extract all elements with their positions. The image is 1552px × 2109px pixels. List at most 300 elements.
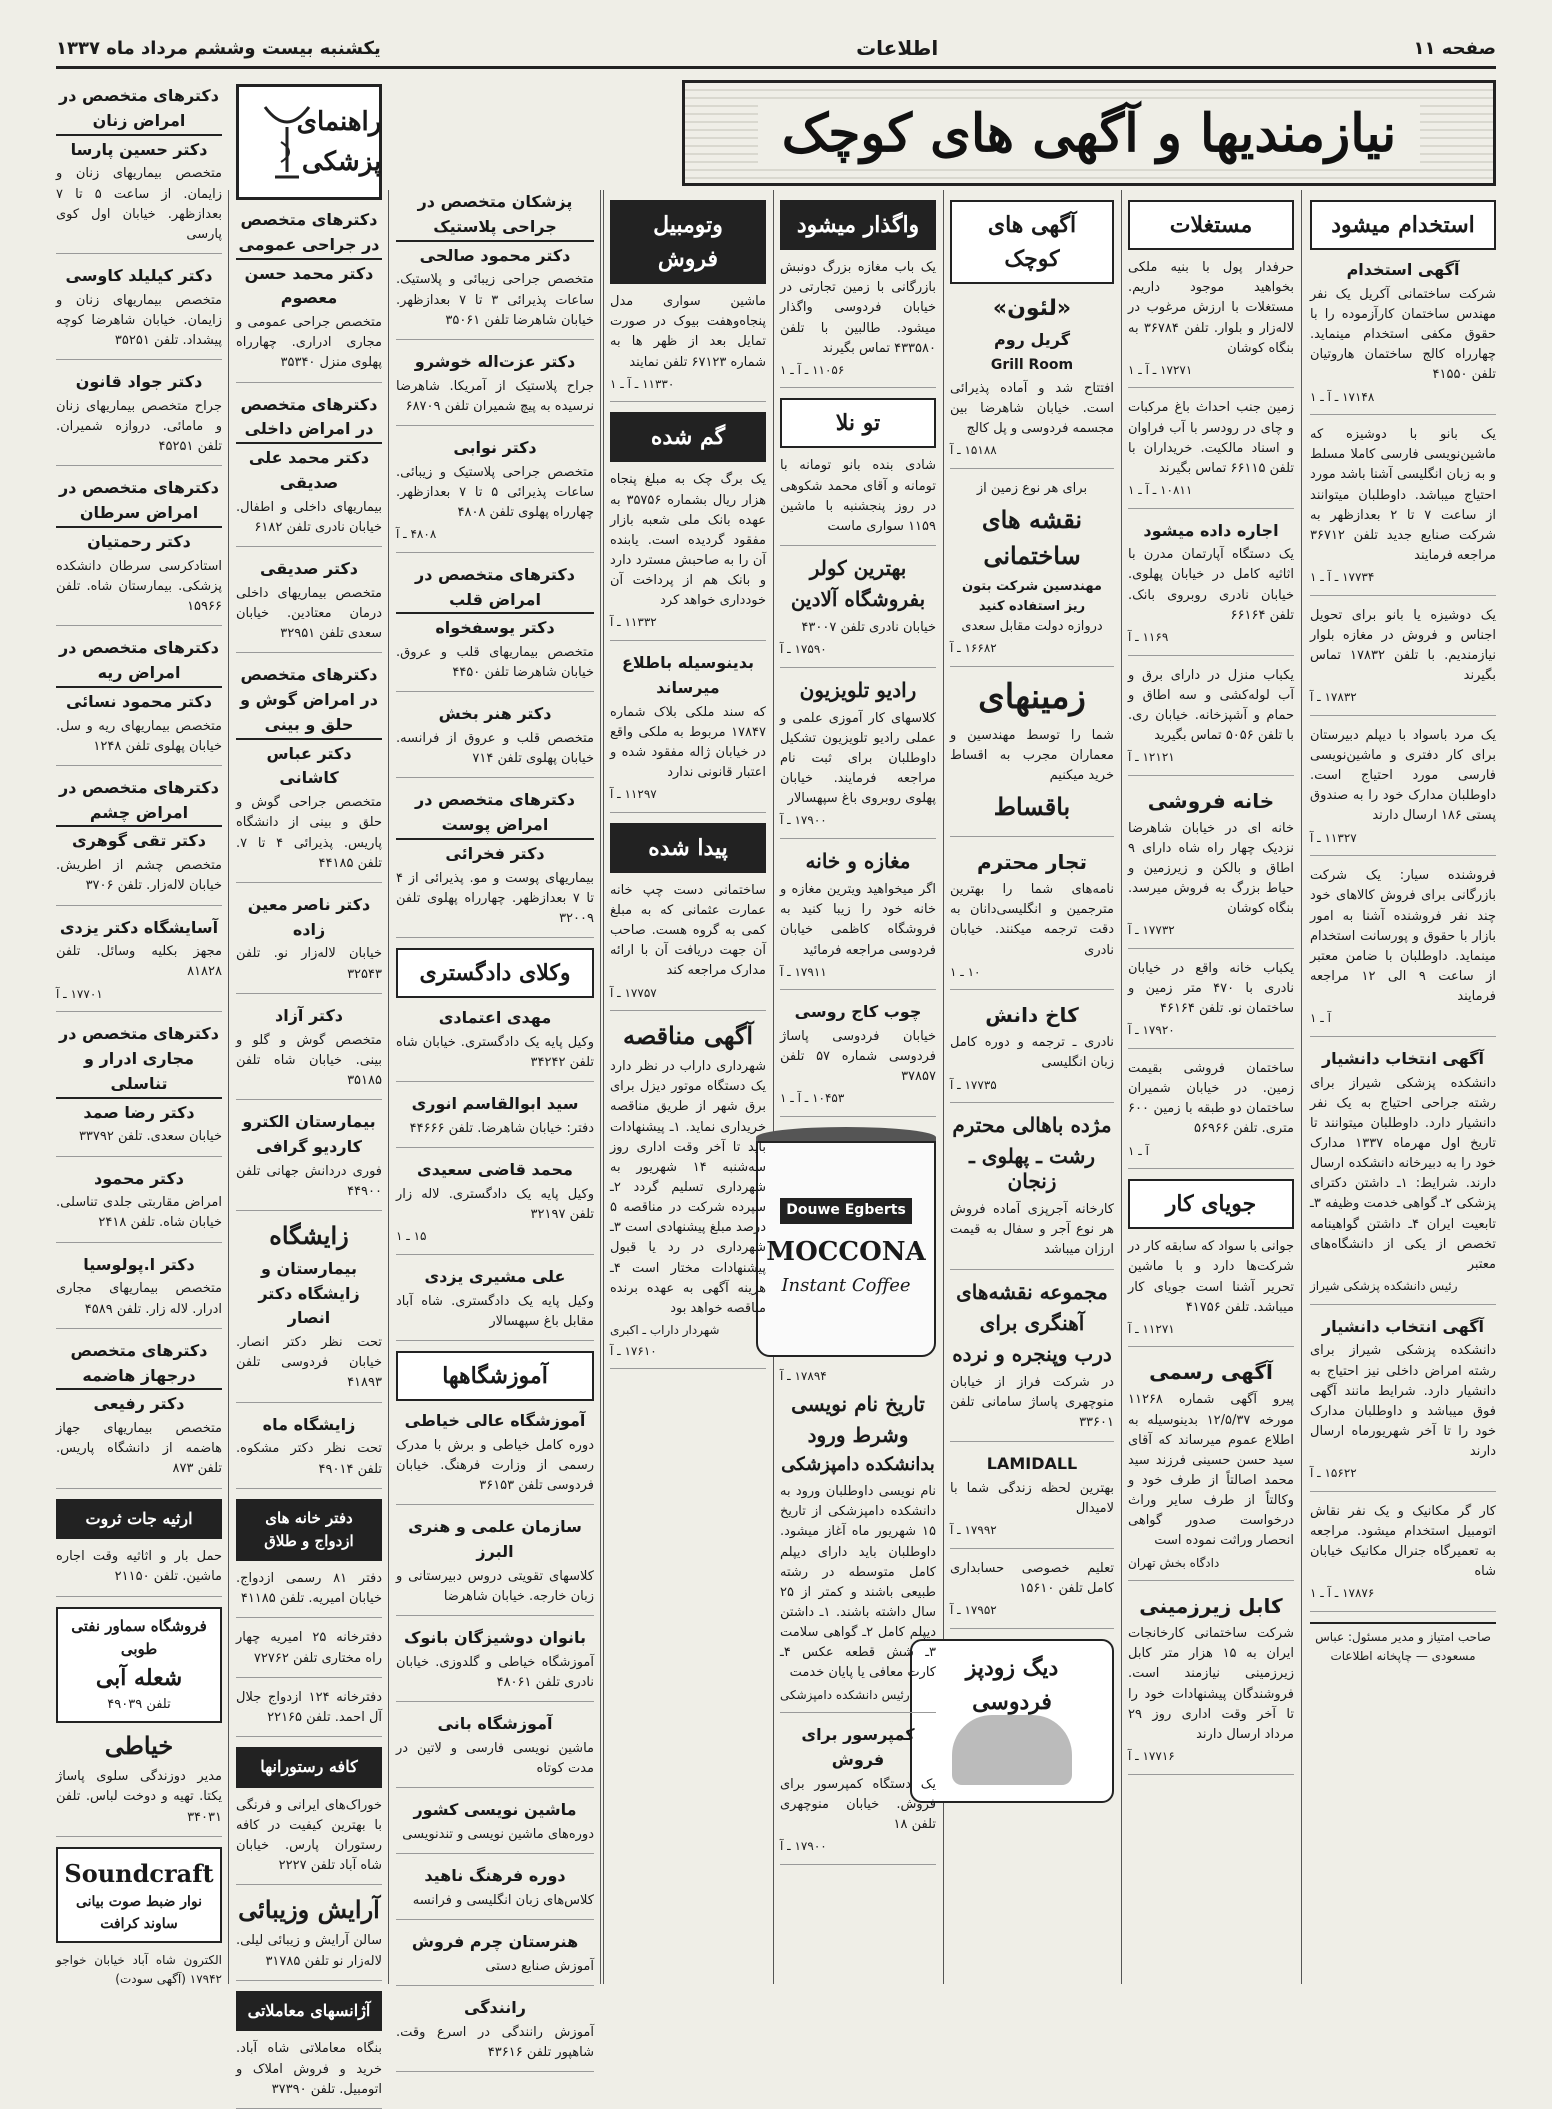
ad-body: امراض مقاربتی جلدی تناسلی. خیابان شاه. تلفن ۲۴۱۸ xyxy=(56,1195,222,1231)
column-real-estate xyxy=(1128,190,1294,1984)
classified-ad xyxy=(56,1767,222,1836)
ad-body: پیرو آگهی شماره ۱۱۲۶۸ مورخه ۱۲/۵/۳۷ بدینوسیله به اطلاع عموم میرساند که آقای سید حسن حسینی فرزند سید محمد اصالتاً از طرف خود و وکالتاً از طرف سایر وراث درخواست صدور گواهی انحصار وراثت نموده است xyxy=(1128,1392,1294,1549)
ad-body: متخصص بیماریهای قلب و عروق. خیابان شاهرضا تلفن ۴۴۵۰ xyxy=(396,645,594,681)
ad-ref: ۱۷۹۵۲ ـ آ xyxy=(950,1602,997,1617)
classified-ad-lamidall xyxy=(950,1452,1114,1549)
ad-body: نامه‌های شما را بهترین مترجمین و انگلیسی‌دانان به دقت ترجمه میکنند. خیابان نادری xyxy=(950,882,1114,958)
ad-title: دکتر رحمتیان xyxy=(87,531,191,551)
ad-headline: تاریخ نام نویسی xyxy=(791,1391,925,1416)
ad-ref: آ ـ ۱ xyxy=(1310,1011,1331,1026)
classified-ad xyxy=(236,557,382,653)
samovar-ad xyxy=(56,1607,222,1724)
ad-body: کلاسهای کار آموزی علمی و عملی رادیو تلویزیون تشکیل داوطلبان برای ثبت نام مراجعه فرمایند. خیابان پهلوی روبروی باغ سپهسالار xyxy=(780,710,936,807)
ad-body: وکیل پایه یک دادگستری. خیابان شاه تلفن ۳۴۲۴۲ xyxy=(396,1035,594,1071)
ad-body: جراح پلاستیک از آمریکا. شاهرضا نرسیده به پیچ شمیران تلفن ۶۸۷۰۹ xyxy=(396,378,594,414)
ad-body: متخصص جراحی گوش و حلق و بینی از دانشگاه پاریس. پذیرائی ۴ تا ۷. تلفن ۴۴۱۸۵ xyxy=(236,795,383,871)
ad-body: مدیر دوزندگی سلوی پاساژ یکتا. تهیه و دوخت لباس. تلفن ۳۴۰۳۱ xyxy=(56,1769,222,1825)
classified-ad-plans xyxy=(950,479,1114,667)
ad-body: کلاس‌های زبان انگلیسی و فرانسه xyxy=(412,1893,594,1909)
classified-ad-land xyxy=(950,677,1114,837)
ad-body: ساختمان فروشی بقیمت زمین. در خیابان شمیران ساختمان دو طبقه با زمین ۶۰۰ متری. تلفن ۵۶۹۶۶ xyxy=(1128,1060,1294,1137)
ad-body: متخصص بیماریهای ریه و سل. خیابان پهلوی تلفن ۱۲۴۸ xyxy=(56,718,222,754)
section-head-transfer: واگذار میشود xyxy=(780,200,936,250)
ad-headline: مجموعه نقشه‌های xyxy=(956,1279,1108,1304)
ad-body: متخصص بیماریهای مجاری ادرار. لاله زار. تلفن ۴۵۸۹ xyxy=(56,1281,222,1317)
ad-body: مهندسین شرکت بتون ریز استفاده کنید xyxy=(962,578,1102,615)
classified-ad xyxy=(56,370,222,466)
column-rule xyxy=(388,190,389,1984)
ad-body: یک بانو با دوشیزه که ماشین‌نویسی فارسی کاملا مسلط و به زبان انگلیسی آشنا باشد مورد احتیاج میباشد. داوطلبان میتوانند از ساعت ۷ تا ۲ بعدازظهر به شرکت صنایع جدید تلفن ۳۶۷۱۲ مراجعه فرمایند xyxy=(1310,427,1497,564)
ad-body: وکیل پایه یک دادگستری. شاه آباد مقابل باغ سپهسالار xyxy=(396,1293,594,1329)
classified-ad xyxy=(1128,1179,1294,1347)
ad-body: آموزش رانندگی در اسرع وقت. شاهپور تلفن ۴۳۶۱۶ xyxy=(396,2025,594,2061)
ad-body: یک باب مغازه بزرگ دونبش بازرگانی با زمین تجارتی در خیابان فردوسی واگذار میشود. طالبین با تلفن ۴۳۳۵۸۰ تماس بگیرند xyxy=(780,260,936,356)
section-head-tailoring: خیاطی xyxy=(104,1731,174,1761)
classified-ad xyxy=(236,1110,382,1211)
ad-title: کاخ دانش xyxy=(985,1003,1079,1028)
classified-ad xyxy=(780,1723,936,1865)
ad-title: آگهی رسمی xyxy=(1149,1360,1273,1385)
classified-ad xyxy=(1310,1502,1496,1612)
classified-ad xyxy=(1310,258,1496,415)
ad-ref: ۱۱۳۲۷ ـ آ xyxy=(1310,830,1357,845)
classified-ad xyxy=(236,1569,382,1618)
ad-body: مجهز بکلیه وسائل. تلفن ۸۱۸۲۸ xyxy=(56,944,222,980)
medical-guide-title: راهنمای پزشکی xyxy=(296,106,382,177)
section-head-lawyers: وکلای دادگستری xyxy=(396,948,594,998)
soundcraft-logo: Soundcraft xyxy=(64,1858,214,1888)
ad-ref: ۱۱۲۹۷ ـ آ xyxy=(610,787,657,802)
ad-ref: ۱۱۳۳۰ ـ آ ـ ۱ xyxy=(610,376,675,391)
classified-ad xyxy=(1128,959,1294,1049)
soundcraft-tagline: نوار ضبط صوت بیانی ساوند کرافت xyxy=(75,1893,203,1932)
section-head-eye: دکترهای متخصص در امراض چشم xyxy=(56,776,222,828)
ad-title: دکتر عزت‌اله خوشرو xyxy=(414,351,576,371)
ad-title: دکتر محمود صالحی xyxy=(419,245,571,265)
ad-title: رانندگی xyxy=(464,1998,526,2018)
ad-body: سالن آرایش و زیبائی لیلی. لاله‌زار نو تلفن ۳۱۷۸۵ xyxy=(236,1933,382,1969)
ad-body: متخصص جراحی پلاستیک و زیبائی. ساعات پذیرائی ۵ تا ۷ بعدازظهر. چهارراه پهلوی تلفن ۴۸۰۸ xyxy=(396,464,595,520)
ad-ref: ۱۷۵۹۰ ـ آ xyxy=(780,642,827,657)
ad-title: دکتر محمود xyxy=(94,1168,184,1188)
ad-title: دکتر نوابی xyxy=(453,437,537,457)
section-head-digestive: دکترهای متخصص درجهاز هاضمه xyxy=(56,1339,222,1391)
ad-headline: بفروشگاه آلادین xyxy=(790,587,926,612)
publisher-note: صاحب امتیاز و مدیر مسئول: عباس مسعودی — چاپخانه اطلاعات xyxy=(1310,1622,1496,1665)
ad-body: شادی بنده بانو تومانه با تومانه و آقای محمد شکوهی در روز پنجشنبه با ماشین ۱۱۵۹ سواری ماست xyxy=(780,458,936,534)
classified-ad xyxy=(950,1559,1114,1629)
ad-ref: رئیس دانشکده دامپزشکی xyxy=(780,1687,910,1702)
ad-body: کار گر مکانیک و یک نفر نقاش اتومبیل استخدام میشود. مراجعه به تعمیرگاه جنرال مکانیک خیابان شاه xyxy=(1310,1503,1496,1580)
ad-body: بیماریهای داخلی و اطفال. خیابان نادری تلفن ۶۱۸۲ xyxy=(236,499,382,535)
ad-body: تعلیم خصوصی حسابداری کامل تلفن ۱۵۶۱۰ xyxy=(950,1560,1114,1596)
ad-title: چوب کاج روسی xyxy=(794,1002,922,1022)
ad-body: حمل بار و اثاثیه وقت اجاره ماشین. تلفن ۲۱۱۵۰ xyxy=(56,1549,222,1585)
ad-body: ماشین سواری مدل پنجاه‌وهفت بیوک در صورت تمایل بعد از ظهر ها به شماره ۶۷۱۲۳ تلفن نمایند xyxy=(610,294,766,370)
ad-body: خانه ای در خیابان شاهرضا نزدیک چهار راه شاه دارای ۹ اطاق و بالکن و زیرزمین و حیاط بزرگ به فروش میرسد. بنگاه کوشان xyxy=(1128,820,1294,917)
ad-headline: مژده باهالی محترم xyxy=(952,1113,1112,1138)
ad-title: علی مشیری یزدی xyxy=(424,1267,566,1287)
ad-body: کارخانه آجرپزی آماده فروش هر نوع آجر و سفال به قیمت ارزان میباشد xyxy=(950,1202,1114,1258)
classified-ad xyxy=(1128,786,1294,949)
coffee-can-ad xyxy=(756,1127,936,1357)
ad-ref: آ ـ ۱ xyxy=(1128,1143,1149,1158)
section-head-urology: دکترهای متخصص در مجاری ادرار و تناسلی xyxy=(56,1022,222,1098)
classified-ad xyxy=(56,1253,222,1329)
classified-ad xyxy=(610,881,766,1011)
classified-ad-cooler xyxy=(780,556,936,668)
ad-body: کلاسهای تقویتی دروس دبیرستانی و زبان خارجه. خیابان شاهرضا xyxy=(396,1569,594,1605)
ad-body: فوری دردانش جهانی تلفن ۴۴۹۰۰ xyxy=(236,1163,382,1199)
samovar-ad-title: فروشگاه سماور نفتی طوبی xyxy=(71,1616,207,1658)
ad-ref: ۱۱۰۵۶ ـ آ ـ ۱ xyxy=(780,362,845,377)
ad-title: دکتر تقی گوهری xyxy=(72,831,206,851)
classified-ad xyxy=(396,1006,594,1082)
ad-body: متخصص جراحی زیبائی و پلاستیک. ساعات پذیرائی ۳ تا ۷ بعدازظهر. خیابان شاهرضا تلفن ۳۵۰۶۱ xyxy=(396,272,595,328)
ad-title: دکتر ا.پولوسیا xyxy=(83,1254,195,1274)
ad-body: متخصص بیماریهای جهاز هاضمه از دانشگاه پاریس. تلفن ۸۷۳ xyxy=(56,1421,222,1477)
ad-ref: ۱۷۱۴۸ ـ آ ـ ۱ xyxy=(1310,389,1375,404)
ad-title-latin: Grill Room xyxy=(990,357,1074,374)
classified-ad xyxy=(396,244,594,340)
section-head-heart: دکترهای متخصص در امراض قلب xyxy=(396,563,594,615)
ad-title: دکتر هنر بخش xyxy=(438,704,552,724)
ad-title: دکتر صدیقی xyxy=(260,559,358,579)
classified-ad xyxy=(56,264,222,360)
classified-ad xyxy=(610,651,766,813)
column-rule xyxy=(228,190,229,1984)
ad-title: سید ابوالقاسم انوری xyxy=(411,1094,579,1114)
ad-body: ساختمانی دست چپ خانه عمارت عثمانی که به مبلغ کمی به گروه هست. صاحب آن جهت دریافت آن با ارائه مدارک مراجعه کند xyxy=(610,882,766,979)
classified-ad xyxy=(236,1257,382,1403)
ad-body: یک دستگاه کمپرسور برای فروش. خیابان منوچهری تلفن ۱۸ xyxy=(780,1776,936,1833)
ad-title: گریل روم xyxy=(994,330,1070,350)
ad-headline: مغازه و خانه xyxy=(805,849,911,874)
section-head-agencies: آژانسهای معاملاتی xyxy=(236,1991,382,2032)
ad-body: دانشکده پزشکی شیراز برای رشته امراض داخلی نیز احتیاج به دانشیار دارد. شرایط مانند آگهی فوق میباشد و داوطلبان مدارک خود را تا آخر شهریورماه ارسال دارند xyxy=(1310,1343,1496,1460)
section-head-skin: دکترهای متخصص در امراض پوست xyxy=(396,788,594,840)
classified-ad xyxy=(236,1628,382,1677)
ad-body: حرفدار پول با بنیه ملکی بخواهید موجود داریم. مستغلات با ارزش مرغوب در لاله‌زار و بلوار. تلفن ۳۶۷۸۴ به بنگاه کوشان xyxy=(1128,260,1294,356)
ad-body: نام نویسی داوطلبان ورود به دانشکده دامپزشکی از تاریخ ۱۵ شهریور ماه آغاز میشود. داوطلبان باید دارای دیپلم کامل متوسطه در رشته طبیعی باشند و کمتر از ۲۵ سال داشته باشند. ۱ـ داشتن دیپلم کامل ۲ـ گواهی سلامت ۳ـ شش قطعه عکس ۴ـ کارت معافی یا پایان خدمت xyxy=(780,1484,936,1681)
ad-ref: ۱۷۹۰۰ ـ آ xyxy=(780,813,827,828)
ad-body: متخصص جراحی عمومی و مجاری ادراری. چهارراه پهلوی منزل ۳۵۳۴۰ xyxy=(236,315,382,371)
ad-title: خانه فروشی xyxy=(1147,788,1275,813)
ad-ref: ۱۵ ـ ۱ xyxy=(396,1229,427,1244)
ad-body: دروازه دولت مقابل سعدی xyxy=(961,619,1103,635)
classified-ad xyxy=(950,1000,1114,1103)
classified-ad xyxy=(950,847,1114,990)
classified-ad xyxy=(236,1004,382,1100)
ad-body: دوره‌های ماشین نویسی و تندنویسی xyxy=(402,1827,594,1843)
classified-ad xyxy=(1128,1357,1294,1581)
classified-ad xyxy=(610,292,766,402)
ad-title: دکتر حسین پارسا xyxy=(70,139,208,159)
classified-ad xyxy=(396,1864,594,1920)
classified-ad xyxy=(1128,398,1294,508)
ad-ref: ۱۷۶۱۰ ـ آ xyxy=(610,1343,657,1358)
ad-body: متخصص بیماریهای زنان و زایمان. از ساعت ۵ تا ۷ بعدازظهر. خیابان اول کوی پارسی xyxy=(56,166,223,242)
ad-ref: ۱۷۷۵۷ ـ آ xyxy=(610,985,657,1000)
ad-title: زایشگاه ماه xyxy=(262,1414,356,1434)
ad-title: دکتر جواد قانون xyxy=(75,372,203,392)
hygieia-cup-icon xyxy=(257,97,317,187)
ad-ref: ۱۷۷۳۲ ـ آ xyxy=(1128,923,1175,938)
ad-ref: ۱۷۷۳۵ ـ آ xyxy=(950,1077,997,1092)
ad-title: کمپرسور برای فروش xyxy=(801,1725,915,1769)
ad-body: تحت نظر دکتر مشکوه. تلفن ۴۹۰۱۴ xyxy=(236,1441,382,1477)
ad-title: دکتر رضا صمد xyxy=(83,1102,195,1122)
section-head-freight: ارثیه جات ثروت xyxy=(56,1499,222,1540)
classified-ad xyxy=(56,138,222,254)
classified-ad xyxy=(780,456,936,546)
classified-ad xyxy=(396,702,594,778)
section-head-maternity: زایشگاه xyxy=(269,1220,349,1250)
ad-title: اجاره داده میشود xyxy=(1143,520,1279,540)
classified-ad xyxy=(1128,1591,1294,1774)
ad-body: بیماریهای پوست و مو. پذیرائی از ۴ تا ۷ بعدازظهر. چهارراه پهلوی تلفن ۳۲۰۰۹ xyxy=(396,870,594,927)
classified-ad xyxy=(396,1265,594,1341)
ad-body: جوانی با سواد که سابقه کار در شرکت‌ها دارد و با ماشین تحریر آشنا است جویای کار میباشد. تلفن ۴۱۷۵۶ xyxy=(1128,1239,1294,1315)
classified-ad-tender xyxy=(610,1021,766,1369)
classified-ad xyxy=(780,1000,936,1117)
ad-body: تحت نظر دکتر انصار. خیابان فردوسی تلفن ۴۱۸۹۳ xyxy=(236,1335,382,1391)
ad-ref: شهردار داراب ـ اکبری xyxy=(610,1322,720,1337)
ad-body: برای هر نوع زمین از xyxy=(976,480,1088,496)
ad-title: آموزشگاه عالی خیاطی xyxy=(404,1411,586,1431)
classified-ad xyxy=(396,1158,594,1255)
ad-ref: ۱۱۲۷۱ ـ آ xyxy=(1128,1321,1175,1336)
ad-title: دوره فرهنگ ناهید xyxy=(424,1866,566,1886)
ad-title: دکتر محمد حسن معصوم xyxy=(244,263,374,308)
ad-ref: ۱۲۱۲۱ ـ آ xyxy=(1128,750,1175,765)
ad-title-latin: LAMIDALL xyxy=(986,1454,1078,1474)
classified-ad xyxy=(236,262,382,383)
ad-title: هنرستان چرم فروش xyxy=(411,1932,579,1952)
ad-headline: آگهی مناقصه xyxy=(622,1021,754,1051)
ad-body: که سند ملکی بلاک شماره ۱۷۸۴۷ مربوط به ملکی واقع در خیابان ژاله مفقود شده و اعتبار قانونی ندارد xyxy=(610,704,766,781)
classified-ad xyxy=(396,1409,594,1505)
ad-body: دفترخانه ۲۵ امیریه چهار راه مختاری تلفن ۷۲۷۶۲ xyxy=(236,1630,382,1666)
ad-title: دکتر آزاد xyxy=(275,1005,343,1025)
section-head-found: پیدا شده xyxy=(610,823,766,873)
ad-ref: ۱۰۴۵۳ ـ آ ـ ۱ xyxy=(780,1091,845,1106)
classified-ad xyxy=(396,1515,594,1616)
section-head-internal: دکترهای متخصص در امراض داخلی xyxy=(236,393,382,445)
medical-guide-box xyxy=(236,84,382,200)
ad-body: دوره کامل خیاطی و برش با مدرک رسمی از وزارت فرهنگ. خیابان فردوسی تلفن ۳۶۱۵۳ xyxy=(396,1438,594,1494)
classified-ad xyxy=(950,1280,1114,1442)
classified-ad xyxy=(1128,519,1294,656)
ad-body: یک برگ چک به مبلغ پنجاه هزار ریال بشماره ۳۵۷۵۶ به عهده بانک ملی شعبه بازار مفقود گردیده است. یابنده آن را به صاحبش مسترد دارد و بانک هم از پرداخت آن خودداری خواهد کرد xyxy=(610,472,766,609)
section-head-plastic-surgery: پزشکان متخصص در جراحی پلاستیک xyxy=(396,190,594,242)
classified-ad xyxy=(1128,666,1294,776)
section-head-birth: تو نلا xyxy=(780,398,936,448)
ad-ref: ۱۷۸۳۲ ـ آ xyxy=(1310,690,1357,705)
section-head-employment: استخدام میشود xyxy=(1310,200,1496,250)
classified-ad xyxy=(56,1547,222,1596)
ad-ref: ۱۷۹۰۰ ـ آ xyxy=(780,1839,827,1854)
ad-ref: ۱۷۹۱۱ ـ آ xyxy=(780,964,827,979)
ad-title: «لئون» xyxy=(992,296,1072,322)
ad-headline: رادیو تلویزیون xyxy=(799,677,917,702)
pressure-cooker-title xyxy=(912,1651,1112,1719)
ad-body: الکترون شاه آباد خیابان خواجو ۱۷۹۴۲ (آگهی سودت) xyxy=(56,1953,222,1986)
ad-title: بانوان دوشیزگان بانوک xyxy=(403,1628,587,1648)
ad-title: ماشین نویسی کشور xyxy=(413,1800,577,1820)
ad-title: دکتر محمود نسائی xyxy=(65,691,213,711)
ad-title: محمد قاضی سعیدی xyxy=(417,1160,573,1180)
classified-ad xyxy=(1310,1315,1496,1492)
ad-body: جراح متخصص بیماریهای زنان و مامائی. دروازه شمیران. تلفن ۴۵۲۵۱ xyxy=(56,398,222,455)
ad-ref: ۱۷۹۲۰ ـ آ xyxy=(1128,1023,1175,1038)
classified-ad xyxy=(780,258,936,388)
ad-ref: ۱۷۷۰۱ ـ آ xyxy=(56,986,103,1001)
section-head-car-sale: وتومبیل فروش xyxy=(610,200,766,284)
ad-ref: ۱۷۸۹۴ ـ آ xyxy=(780,1369,827,1384)
classified-ad xyxy=(396,842,594,938)
banner-title: نیازمندیها و آگهی های کوچک xyxy=(758,103,1421,164)
column-rule xyxy=(1121,190,1122,1984)
classified-ad xyxy=(56,829,222,905)
section-head-lost: گم شده xyxy=(610,412,766,462)
issue-date: یکشنبه بیست وششم مرداد ماه ۱۳۳۷ xyxy=(56,37,381,59)
classified-ad xyxy=(56,1101,222,1157)
section-head-gynecology: دکترهای متخصص در امراض زنان xyxy=(56,84,222,136)
ad-body: یک دوشیزه یا بانو برای تحویل اجناس و فروش در مغازه بلوار نیازمندیم. با تلفن ۱۷۸۳۲ تماس بگیرند xyxy=(1310,607,1496,684)
classified-ad xyxy=(396,1798,594,1854)
classified-ad xyxy=(610,470,766,641)
coffee-tagline: Instant Coffee xyxy=(781,1275,911,1297)
column-doctors-lawyers xyxy=(396,190,595,2061)
ad-title: آگهی انتخاب دانشیار xyxy=(1321,1316,1485,1336)
classifieds-banner xyxy=(682,80,1496,186)
ad-body: دفتر: خیابان شاهرضا. تلفن ۴۴۶۶۶ xyxy=(409,1121,594,1137)
ad-body: آموزش صنایع دستی xyxy=(485,1959,594,1975)
classified-ad xyxy=(396,1996,594,2072)
ad-body: نادری ـ ترجمه و دوره کامل زبان انگلیسی xyxy=(950,1035,1114,1071)
coffee-can xyxy=(756,1141,936,1357)
ad-body: شهرداری داراب در نظر دارد یک دستگاه موتور دیزل برای برق شهر از طریق مناقصه خریداری نماید. ۱ـ پیشنهادات باید تا آخر وقت اداری روز سه‌شنبه ۱۴ شهریور به شهرداری تسلیم گردد ۲ـ سپرده شرکت در مناقصه ۵ درصد مبلغ پیشنهادی است ۳ـ شهرداری در رد یا قبول پیشنهادات مختار است ۴ـ هزینه آگهی به عهده برنده مناقصه خواهد بود xyxy=(610,1059,767,1316)
ad-headline: درب وپنجره و نرده xyxy=(952,1341,1112,1366)
ad-ref: ۱۷۷۳۴ ـ آ ـ ۱ xyxy=(1310,570,1375,585)
ad-ref: رئیس دانشکده پزشکی شیراز xyxy=(1310,1279,1458,1293)
classified-ad xyxy=(396,1930,594,1986)
column-rule xyxy=(773,190,774,1984)
classified-ad xyxy=(236,1931,382,1980)
ad-title: تجار محترم xyxy=(977,850,1087,875)
ad-body: بهترین لحظه زندگی شما با لامیدال xyxy=(950,1480,1114,1516)
classified-ad xyxy=(236,893,382,994)
newspaper-name: اطلاعات xyxy=(856,36,939,60)
classified-ad xyxy=(236,446,382,547)
ad-ref: ۱۷۲۷۱ ـ آ ـ ۱ xyxy=(1128,362,1193,377)
ad-body: شرکت ساختمانی کارخانجات ایران به ۱۵ هزار متر کابل زیرزمینی نیازمند است. فروشندگان پیشنهادات خود را تا آخر وقت اداری روز ۲۹ مرداد ارسال دارند xyxy=(1128,1626,1294,1742)
ad-body: زمین جنب احداث باغ مرکبات و چای در رودسر با آب فراوان و اسناد مالکیت. خریداران با تلفن ۶۶۱۱۵ تماس بگیرند xyxy=(1128,400,1294,476)
ad-body: افتتاح شد و آماده پذیرائی است. خیابان شاهرضا بین مجسمه فردوسی و پل کالج xyxy=(950,380,1114,437)
ad-body: خوراک‌های ایرانی و فرنگی با بهترین کیفیت در کافه رستوران پارس. خیابان شاه آباد تلفن ۲۲۲۷ xyxy=(236,1797,382,1874)
ad-title: دکتر رفیعی xyxy=(93,1394,185,1414)
section-head-job-seeker: جویای کار xyxy=(1128,1179,1294,1229)
ad-body: ماشین نویسی فارسی و لاتین در مدت کوتاه xyxy=(396,1741,594,1777)
classified-ad xyxy=(396,616,594,692)
ad-title: بدینوسیله باطلاع میرساند xyxy=(621,653,755,697)
ad-ref: ۱۱۶۹ ـ آ xyxy=(1128,629,1169,644)
ad-headline: زمینهای xyxy=(978,676,1086,717)
ad-title: دکتر فخرائی xyxy=(445,844,545,864)
classified-ad-vet-school xyxy=(780,1392,936,1714)
ad-body: متخصص بیماریهای زنان و زایمان. خیابان شاهرضا کوچه پیشداد. تلفن ۳۵۲۵۱ xyxy=(56,292,222,349)
ad-body: شما را توسط مهندسین و معماران مجرب به اقساط خرید میکنیم xyxy=(950,727,1114,784)
classified-ad xyxy=(1310,726,1496,856)
ad-ref: ۱۱۳۳۲ ـ آ xyxy=(610,615,657,630)
ad-ref: دادگاه بخش تهران xyxy=(1128,1555,1220,1570)
page-header xyxy=(56,30,1496,69)
classified-ad xyxy=(396,1712,594,1788)
ad-ref: ۱۷۷۱۶ ـ آ xyxy=(1128,1748,1175,1763)
ad-title: بیمارستان و زایشگاه دکتر انصار xyxy=(258,1258,360,1328)
ad-ref: ۱۶۶۸۲ ـ آ xyxy=(950,641,997,656)
ad-body: دفترخانه ۱۲۴ ازدواج جلال آل احمد. تلفن ۲۲۱۶۵ xyxy=(236,1689,382,1725)
classified-ad xyxy=(236,742,382,883)
section-head-lung: دکترهای متخصص در امراض ریه xyxy=(56,636,222,688)
column-transfer xyxy=(766,190,936,1984)
ad-body: متخصص گوش و گلو و بینی. خیابان شاه تلفن ۳۵۱۸۵ xyxy=(236,1032,382,1088)
section-head-real-estate: مستغلات xyxy=(1128,200,1294,250)
ad-ref: ۱۵۶۲۲ ـ آ xyxy=(1310,1466,1357,1481)
ad-title: بیمارستان الکترو کاردیو گرافی xyxy=(242,1111,376,1156)
ad-headline: ساختمانی xyxy=(983,540,1081,570)
ad-body: دانشکده پزشکی شیراز برای رشته جراحی احتیاج به یک نفر دانشیار دارد. داوطلبان میتوانند تا تاریخ اول مهرماه ۱۳۳۷ مدارک خود را به دبیرخانه دانشکده ارسال دارند. شرایط: ۱ـ داشتن دکترای پزشکی ۲ـ گواهی خدمت وظیفه ۳ـ تابعیت ایران ۴ـ داشتن گواهینامه تخصص از یکی از دانشگاه‌های معتبر xyxy=(1310,1075,1496,1272)
column-rule xyxy=(600,190,601,1984)
classified-ad xyxy=(56,530,222,626)
classified-ad xyxy=(236,1688,382,1737)
ad-title: آگهی انتخاب دانشیار xyxy=(1321,1048,1485,1068)
ad-title: دکتر کیلیلد کاوسی xyxy=(65,265,213,285)
ad-ref: ۱۷۸۷۶ ـ آ ـ ۱ xyxy=(1310,1586,1375,1601)
ad-title: سازمان علمی و هنری البرز xyxy=(408,1517,582,1562)
section-head-ent: دکترهای متخصص در امراض گوش و حلق و بینی xyxy=(236,663,382,739)
ad-title: آگهی استخدام xyxy=(1346,260,1460,280)
pressure-cooker-ad xyxy=(910,1639,1114,1803)
ad-title: دکتر عباس کاشانی xyxy=(266,743,352,788)
column-medical-guide xyxy=(236,84,383,2097)
ad-body: خیابان سعدی. تلفن ۳۳۷۹۲ xyxy=(78,1129,222,1145)
ad-ref: ۱۷۹۹۲ ـ آ xyxy=(950,1523,997,1538)
pressure-cooker-title-line: دیگ زودپز xyxy=(965,1654,1059,1681)
classified-ad-radio xyxy=(780,678,936,839)
samovar-ad-subtitle: شعله آبی xyxy=(95,1665,183,1692)
ad-body: یک دستگاه آپارتمان مدرن با اثاثیه کامل در خیابان پهلوی. خیابان نادری روبروی بانک. تلفن ۶۶۱۶۴ xyxy=(1128,547,1294,623)
classified-ad xyxy=(56,690,222,766)
section-head-beauty: آرایش وزیبائی xyxy=(238,1895,380,1925)
column-small-ads xyxy=(950,190,1114,1984)
ad-headline: بدانشکده دامپزشکی xyxy=(781,1453,935,1475)
ad-headline: رشت ـ پهلوی ـ زنجان xyxy=(968,1144,1096,1194)
ad-ref: ۱۵۱۸۸ ـ آ xyxy=(950,443,997,458)
column-employment xyxy=(1310,190,1496,1984)
ad-body: آموزشگاه خیاطی و گلدوزی. خیابان نادری تلفن ۴۸۰۶۱ xyxy=(396,1655,594,1691)
soundcraft-ad xyxy=(56,1847,222,1944)
page-number: صفحه ۱۱ xyxy=(1413,37,1496,59)
ad-title: دکتر یوسفخواه xyxy=(435,618,555,638)
ad-body: یک مرد باسواد با دیپلم دبیرستان برای کار دفتری و ماشین‌نویسی فارسی مورد احتیاج است. داوطلبان مدارک خود را به صندوق پستی ۱۸۶ ارسال دارند xyxy=(1310,727,1496,824)
classified-ad xyxy=(56,1392,222,1488)
classified-ad xyxy=(396,436,594,553)
section-head-cancer: دکترهای متخصص در امراض سرطان xyxy=(56,476,222,528)
ad-body: بنگاه معاملاتی شاه آباد. خرید و فروش املاک و اتومبیل. تلفن ۳۷۳۹۰ xyxy=(236,2041,382,2097)
ad-headline: بهترین کولر xyxy=(809,556,907,581)
